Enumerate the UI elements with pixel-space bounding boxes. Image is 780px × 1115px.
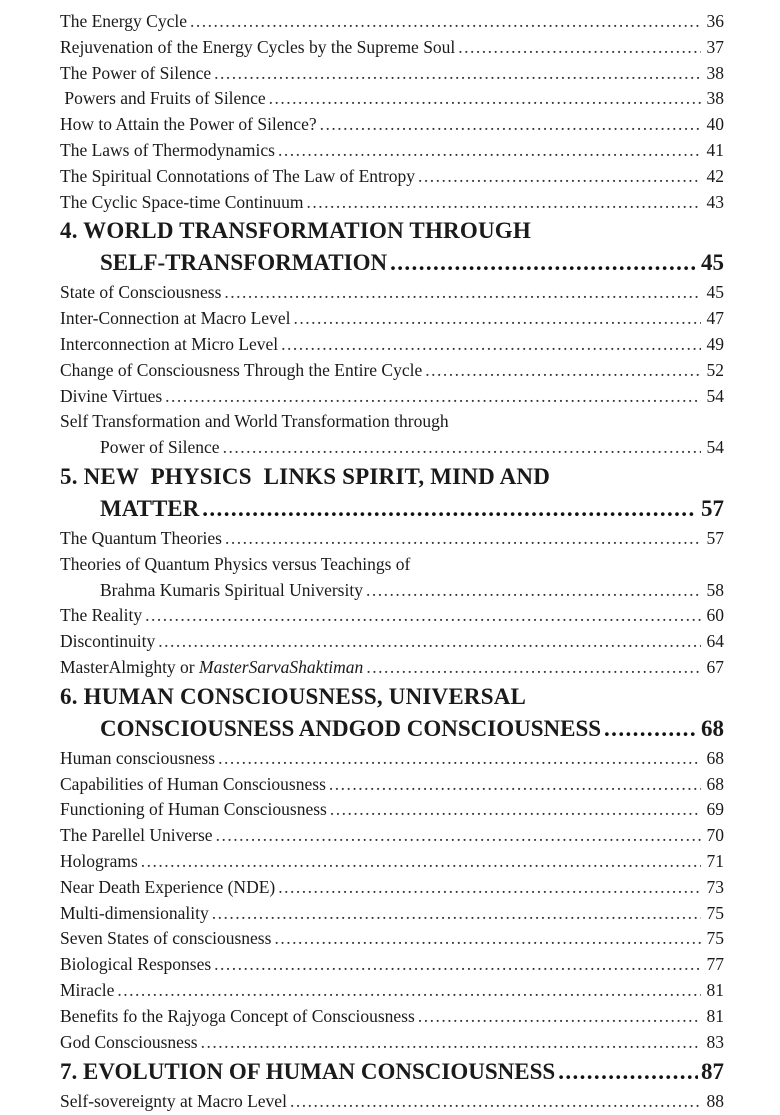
section-chapter-4-entries <box>60 280 724 461</box>
entry-title: Capabilities of Human Consciousness <box>60 773 326 794</box>
dot-leader <box>216 823 701 849</box>
entry-title: The Reality <box>60 605 143 626</box>
entry-page: 71 <box>706 850 724 871</box>
toc-entry[interactable] <box>60 164 724 190</box>
dot-leader <box>269 86 701 112</box>
toc-entry[interactable] <box>60 86 724 112</box>
entry-page: 64 <box>706 631 724 652</box>
toc-entry[interactable] <box>60 332 724 358</box>
entry-page: 58 <box>706 579 724 600</box>
entry-page: 38 <box>706 88 724 109</box>
dot-leader <box>218 746 701 772</box>
entry-title-italic: MasterSarvaShaktiman <box>199 656 364 677</box>
dot-leader <box>190 9 701 35</box>
dot-leader <box>201 1030 701 1056</box>
entry-title: The Parellel Universe <box>60 825 213 846</box>
toc-entry-multiline[interactable] <box>60 409 724 461</box>
entry-page: 75 <box>706 928 724 949</box>
entry-title-plain: MasterAlmighty or <box>60 656 200 677</box>
chapter-6-title-line2-row <box>60 712 724 746</box>
chapter-6-title-line1: 6. HUMAN CONSCIOUSNESS, UNIVERSAL <box>60 683 527 709</box>
dot-leader <box>320 112 701 138</box>
entry-page: 49 <box>706 333 724 354</box>
entry-title: The Laws of Thermodynamics <box>60 139 275 160</box>
toc-entry[interactable] <box>60 603 724 629</box>
entry-page: 73 <box>706 876 724 897</box>
entry-page: 43 <box>706 191 724 212</box>
entry-title-line1: Theories of Quantum Physics versus Teachings of <box>60 553 411 574</box>
entry-page: 38 <box>706 62 724 83</box>
dot-leader <box>274 926 701 952</box>
dot-leader <box>224 280 701 306</box>
dot-leader <box>558 1055 698 1089</box>
toc-entry[interactable] <box>60 35 724 61</box>
dot-leader <box>293 306 701 332</box>
chapter-6-page: 68 <box>701 715 724 741</box>
entry-title: Change of Consciousness Through the Entire Cycle <box>60 359 423 380</box>
dot-leader <box>141 849 701 875</box>
entry-page: 68 <box>706 747 724 768</box>
dot-leader <box>604 712 695 746</box>
entry-page: 77 <box>706 954 724 975</box>
entry-page: 54 <box>706 437 724 458</box>
chapter-7-heading[interactable] <box>60 1055 724 1089</box>
entry-page: 68 <box>706 773 724 794</box>
section-energy-entries <box>60 9 724 215</box>
entry-line2-row <box>60 435 724 461</box>
entry-title: The Quantum Theories <box>60 527 222 548</box>
entry-title: Rejuvenation of the Energy Cycles by the Supreme Soul <box>60 36 456 57</box>
entry-page: 69 <box>706 799 724 820</box>
toc-entry[interactable] <box>60 306 724 332</box>
entry-title: State of Consciousness <box>60 282 222 303</box>
entry-title: Discontinuity <box>60 631 156 652</box>
dot-leader <box>281 332 701 358</box>
entry-title: The Cyclic Space-time Continuum <box>60 191 304 212</box>
entry-title-line1: Self Transformation and World Transformation through <box>60 411 449 432</box>
entry-line2-row <box>60 578 724 604</box>
toc-entry[interactable] <box>60 138 724 164</box>
chapter-5-title-line2: MATTER <box>100 495 200 521</box>
entry-page: 37 <box>706 36 724 57</box>
dot-leader <box>158 629 701 655</box>
entry-title: Multi-dimensionality <box>60 902 209 923</box>
entry-title: Near Death Experience (NDE) <box>60 876 276 897</box>
toc-entry[interactable] <box>60 61 724 87</box>
section-chapter-6-entries <box>60 746 724 1056</box>
dot-leader <box>418 1004 701 1030</box>
section-chapter-7-entries <box>60 1089 724 1115</box>
chapter-5-page: 57 <box>701 495 724 521</box>
chapter-5-heading[interactable] <box>60 461 724 526</box>
entry-page: 47 <box>706 308 724 329</box>
toc-entry[interactable] <box>60 629 724 655</box>
entry-page: 81 <box>706 1005 724 1026</box>
toc-entry[interactable] <box>60 952 724 978</box>
toc-entry[interactable] <box>60 797 724 823</box>
toc-entry[interactable] <box>60 823 724 849</box>
entry-title: Powers and Fruits of Silence <box>60 88 266 109</box>
entry-title: Miracle <box>60 979 115 1000</box>
chapter-4-heading[interactable] <box>60 215 724 280</box>
entry-page: 81 <box>706 979 724 1000</box>
chapter-7-title: 7. EVOLUTION OF HUMAN CONSCIOUSNESS <box>60 1059 556 1085</box>
entry-page: 52 <box>706 359 724 380</box>
toc-entry[interactable] <box>60 190 724 216</box>
toc-entry[interactable] <box>60 384 724 410</box>
toc-entry[interactable] <box>60 926 724 952</box>
toc-entry-multiline[interactable] <box>60 552 724 604</box>
entry-page: 45 <box>706 282 724 303</box>
toc-entry[interactable] <box>60 1089 724 1115</box>
dot-leader <box>458 35 701 61</box>
dot-leader <box>278 138 701 164</box>
entry-page: 36 <box>706 11 724 31</box>
toc-entry[interactable] <box>60 978 724 1004</box>
dot-leader <box>145 603 701 629</box>
entry-title: How to Attain the Power of Silence? <box>60 114 317 135</box>
entry-title: The Power of Silence <box>60 62 212 83</box>
entry-page: 41 <box>706 139 724 160</box>
chapter-4-title-line1: 4. WORLD TRANSFORMATION THROUGH <box>60 218 531 244</box>
chapter-7-page: 87 <box>701 1059 724 1085</box>
toc-entry[interactable] <box>60 1030 724 1056</box>
toc-entry[interactable] <box>60 112 724 138</box>
chapter-6-heading[interactable] <box>60 681 724 746</box>
chapter-4-title-line2-row <box>60 246 724 280</box>
dot-leader <box>329 772 701 798</box>
dot-leader <box>330 797 701 823</box>
entry-page: 83 <box>706 1031 724 1052</box>
dot-leader <box>278 875 701 901</box>
toc-entry[interactable] <box>60 9 724 35</box>
toc-entry[interactable] <box>60 358 724 384</box>
chapter-4-page: 45 <box>701 250 724 276</box>
section-chapter-5-entries <box>60 526 724 681</box>
entry-page: 42 <box>706 165 724 186</box>
toc-entry[interactable] <box>60 875 724 901</box>
entry-title: Biological Responses <box>60 954 212 975</box>
dot-leader <box>212 901 701 927</box>
dot-leader <box>214 61 701 87</box>
dot-leader <box>307 190 702 216</box>
chapter-4-title-line2: SELF-TRANSFORMATION <box>100 250 388 276</box>
entry-title-line2: Brahma Kumaris Spiritual University <box>100 579 363 600</box>
chapter-5-title-line2-row <box>60 492 724 526</box>
dot-leader <box>418 164 701 190</box>
chapter-6-title-line2: CONSCIOUSNESS ANDGOD CONSCIOUSNESS <box>100 715 602 741</box>
entry-title: Self-sovereignty at Macro Level <box>60 1091 287 1112</box>
entry-title: God Consciousness <box>60 1031 198 1052</box>
toc-entry[interactable] <box>60 280 724 306</box>
entry-title-line2: Power of Silence <box>100 437 220 458</box>
entry-page: 88 <box>706 1091 724 1112</box>
table-of-contents <box>60 9 724 1115</box>
entry-title: Human consciousness <box>60 747 216 768</box>
dot-leader <box>225 526 701 552</box>
entry-title: Holograms <box>60 850 138 871</box>
toc-entry[interactable] <box>60 1004 724 1030</box>
entry-title: The Energy Cycle <box>60 11 187 31</box>
chapter-5-title-line1: 5. NEW PHYSICS LINKS SPIRIT, MIND AND <box>60 463 551 489</box>
dot-leader <box>290 1089 701 1115</box>
toc-entry[interactable] <box>60 772 724 798</box>
entry-title: The Spiritual Connotations of The Law of Entropy <box>60 165 415 186</box>
entry-page: 60 <box>706 605 724 626</box>
dot-leader <box>117 978 701 1004</box>
toc-entry[interactable] <box>60 849 724 875</box>
toc-entry[interactable] <box>60 526 724 552</box>
dot-leader <box>202 492 695 526</box>
dot-leader <box>165 384 701 410</box>
toc-entry[interactable] <box>60 655 724 681</box>
dot-leader <box>390 246 695 280</box>
entry-title <box>60 655 363 681</box>
entry-title: Interconnection at Micro Level <box>60 333 279 354</box>
entry-page: 40 <box>706 114 724 135</box>
entry-title: Seven States of consciousness <box>60 928 272 949</box>
dot-leader <box>366 655 701 681</box>
dot-leader <box>223 435 701 461</box>
entry-title: Inter-Connection at Macro Level <box>60 308 291 329</box>
entry-title: Divine Virtues <box>60 385 163 406</box>
dot-leader <box>214 952 701 978</box>
entry-page: 70 <box>706 825 724 846</box>
entry-page: 57 <box>706 527 724 548</box>
entry-title: Benefits fo the Rajyoga Concept of Consciousness <box>60 1005 415 1026</box>
entry-page: 75 <box>706 902 724 923</box>
entry-page: 67 <box>706 656 724 677</box>
toc-entry[interactable] <box>60 746 724 772</box>
entry-title: Functioning of Human Consciousness <box>60 799 327 820</box>
toc-entry[interactable] <box>60 901 724 927</box>
entry-page: 54 <box>706 385 724 406</box>
dot-leader <box>366 578 701 604</box>
dot-leader <box>425 358 701 384</box>
